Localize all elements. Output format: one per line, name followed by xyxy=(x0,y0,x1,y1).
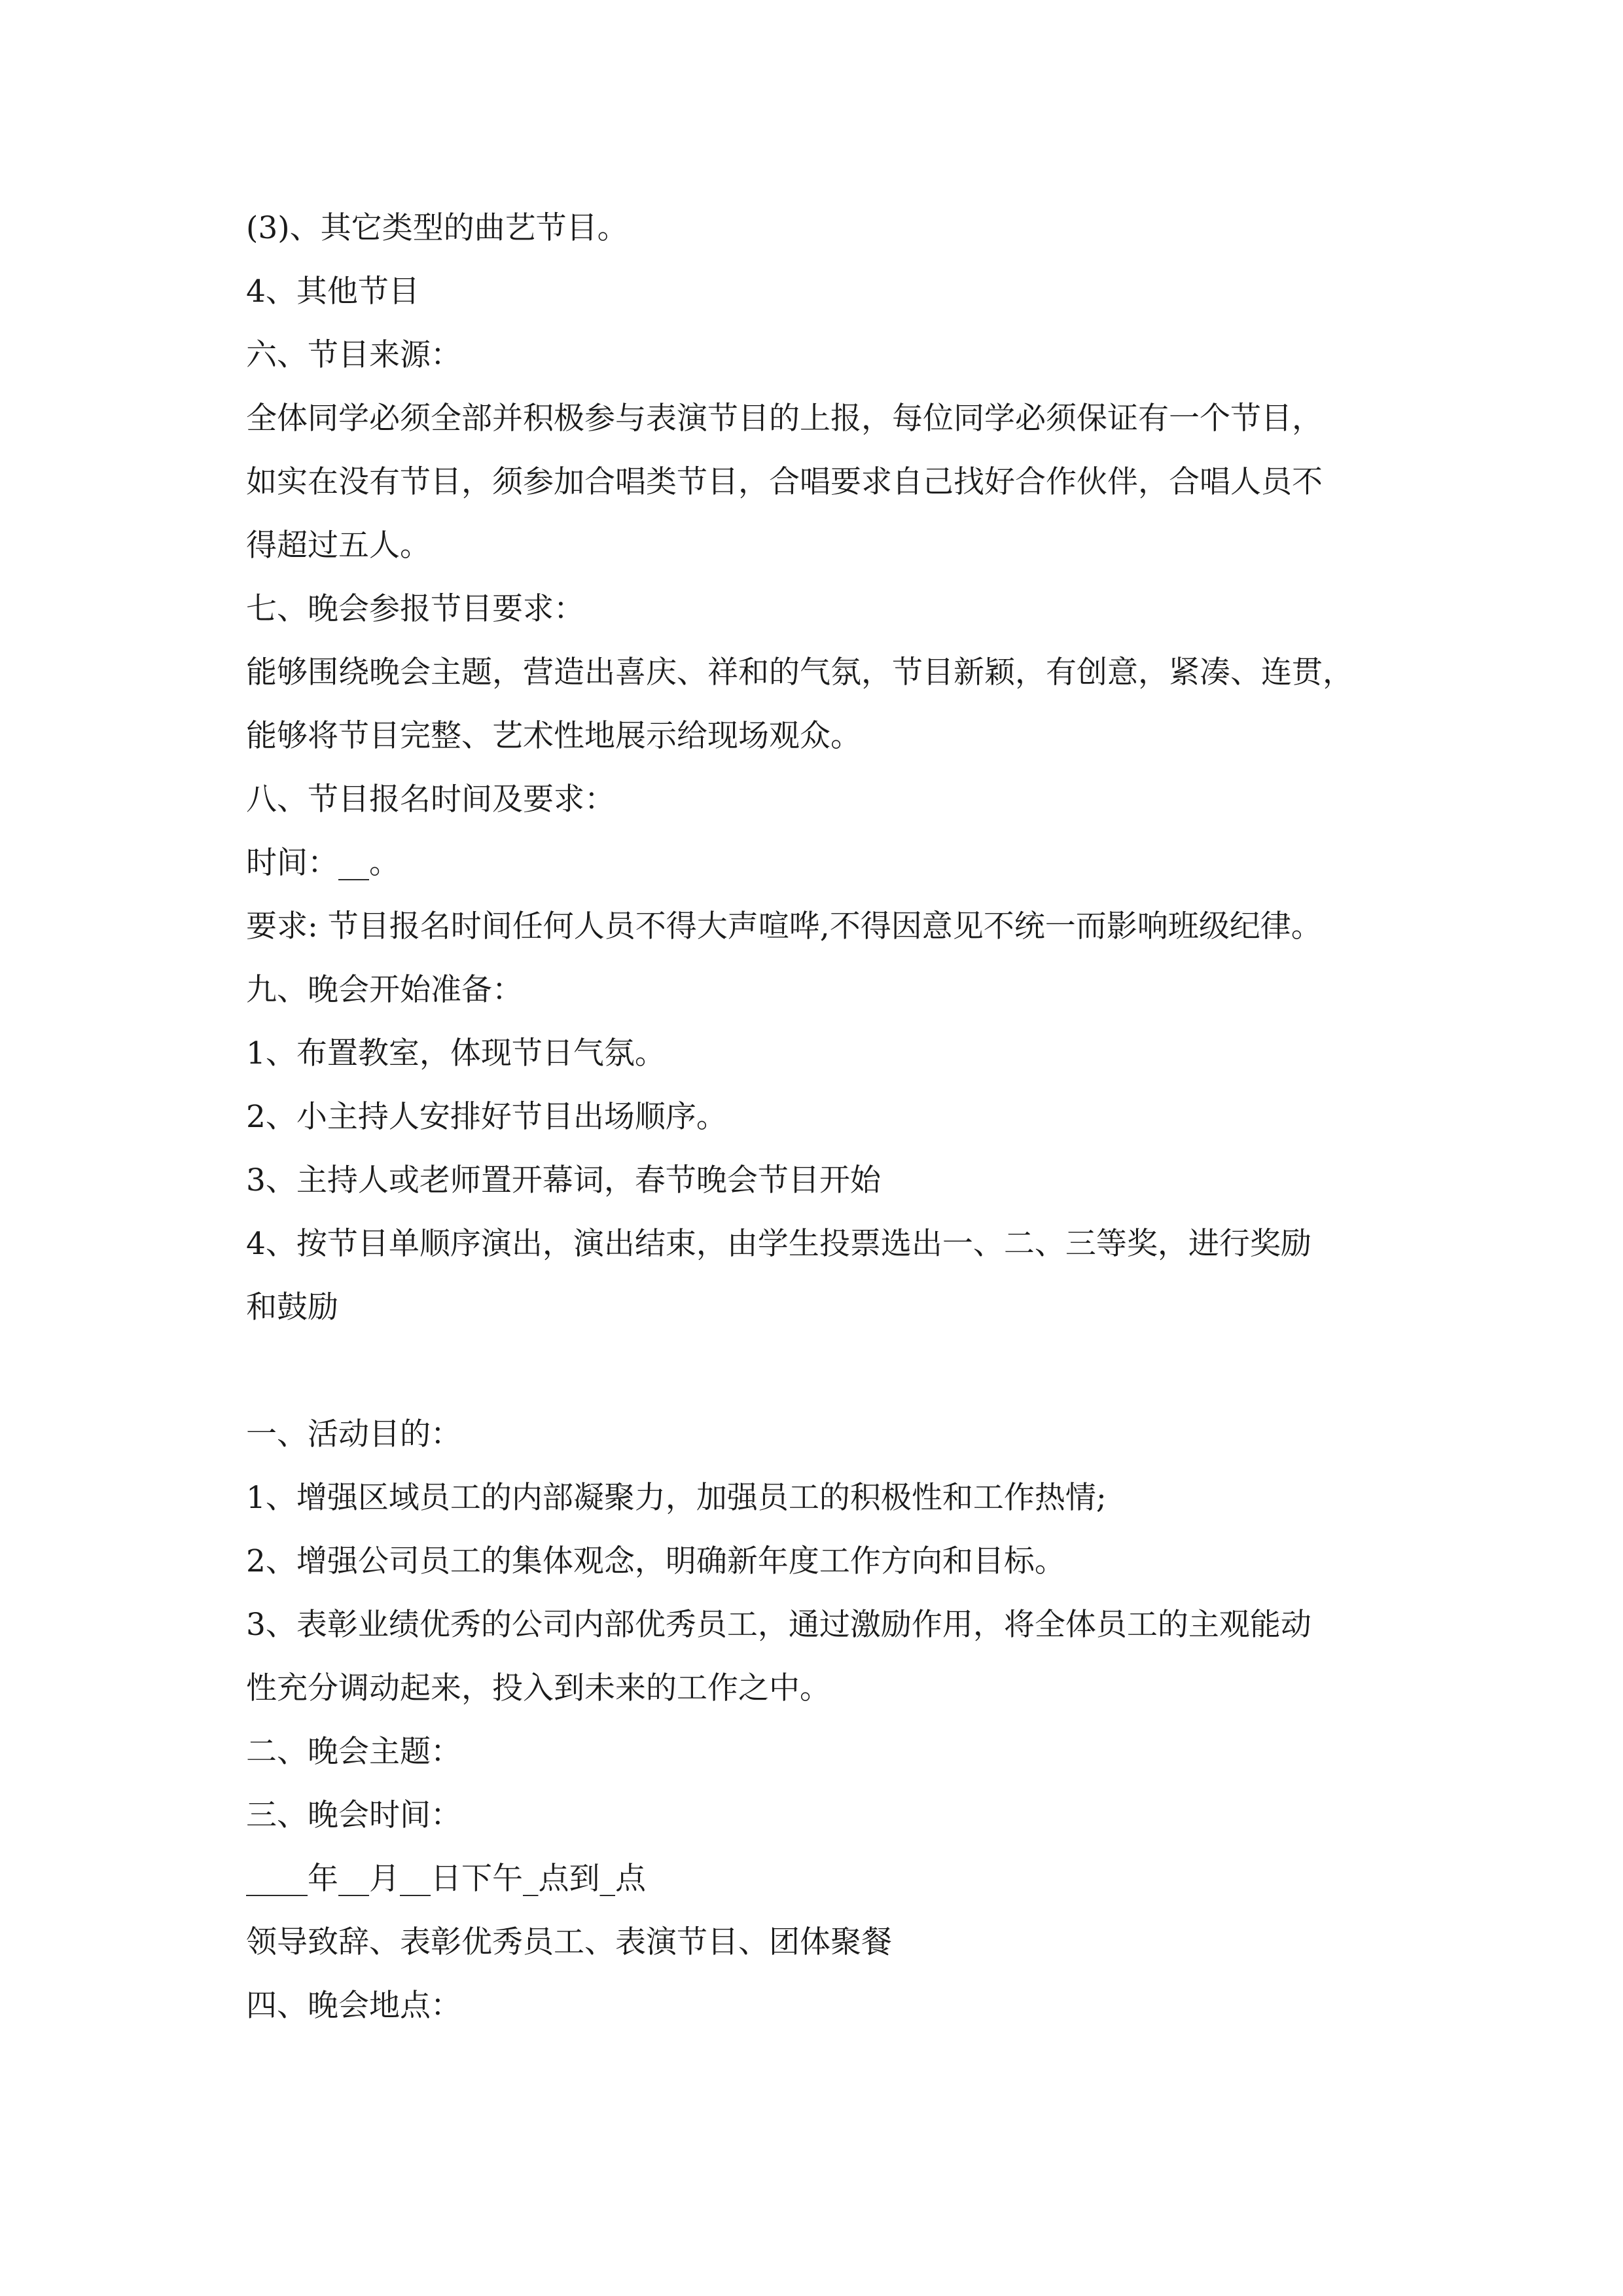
text-line: 时间：__。 xyxy=(246,845,400,881)
section-heading: 六、节目来源： xyxy=(246,337,461,373)
section-heading: 一、活动目的： xyxy=(246,1416,461,1452)
section-heading: 三、晚会时间： xyxy=(246,1797,461,1833)
text-line: 1、增强区域员工的内部凝聚力，加强员工的积极性和工作热情; xyxy=(246,1480,1107,1516)
section-heading: 四、晚会地点： xyxy=(246,1988,461,2024)
text-line: 性充分调动起来，投入到未来的工作之中。 xyxy=(246,1670,830,1706)
section-heading: 八、节目报名时间及要求： xyxy=(246,781,615,817)
text-line: 要求: 节目报名时间任何人员不得大声喧哗,不得因意见不统一而影响班级纪律。 xyxy=(246,908,1322,944)
text-line: 得超过五人。 xyxy=(246,528,431,564)
text-line: 和鼓励 xyxy=(246,1289,338,1325)
text-line: 4、其他节目 xyxy=(246,274,419,310)
text-line: 3、主持人或老师置开幕词，春节晚会节目开始 xyxy=(246,1162,881,1198)
text-line: 能够将节目完整、艺术性地展示给现场观众。 xyxy=(246,718,861,754)
text-line: 3、表彰业绩优秀的公司内部优秀员工，通过激励作用，将全体员工的主观能动 xyxy=(246,1607,1311,1643)
paragraph-gap xyxy=(246,1339,1398,1403)
text-line: 2、小主持人安排好节目出场顺序。 xyxy=(246,1099,727,1135)
text-line: 领导致辞、表彰优秀员工、表演节目、团体聚餐 xyxy=(246,1924,892,1960)
text-line: 4、按节目单顺序演出，演出结束，由学生投票选出一、二、三等奖，进行奖励 xyxy=(246,1226,1311,1262)
section-heading: 九、晚会开始准备： xyxy=(246,972,523,1008)
document-body xyxy=(246,196,1398,2037)
section-heading: 二、晚会主题： xyxy=(246,1734,461,1770)
text-line: 如实在没有节目，须参加合唱类节目，合唱要求自己找好合作伙伴，合唱人员不 xyxy=(246,464,1323,500)
section-heading: 七、晚会参报节目要求： xyxy=(246,591,584,627)
text-line: 全体同学必须全部并积极参与表演节目的上报，每位同学必须保证有一个节目， xyxy=(246,401,1323,437)
text-line: ____年__月__日下午_点到_点 xyxy=(246,1861,646,1897)
text-line: (3)、其它类型的曲艺节目。 xyxy=(246,210,628,246)
text-line: 能够围绕晚会主题，营造出喜庆、祥和的气氛，节目新颖，有创意，紧凑、连贯， xyxy=(246,655,1353,691)
text-line: 2、增强公司员工的集体观念，明确新年度工作方向和目标。 xyxy=(246,1543,1065,1579)
text-line: 1、布置教室，体现节日气氛。 xyxy=(246,1035,666,1071)
